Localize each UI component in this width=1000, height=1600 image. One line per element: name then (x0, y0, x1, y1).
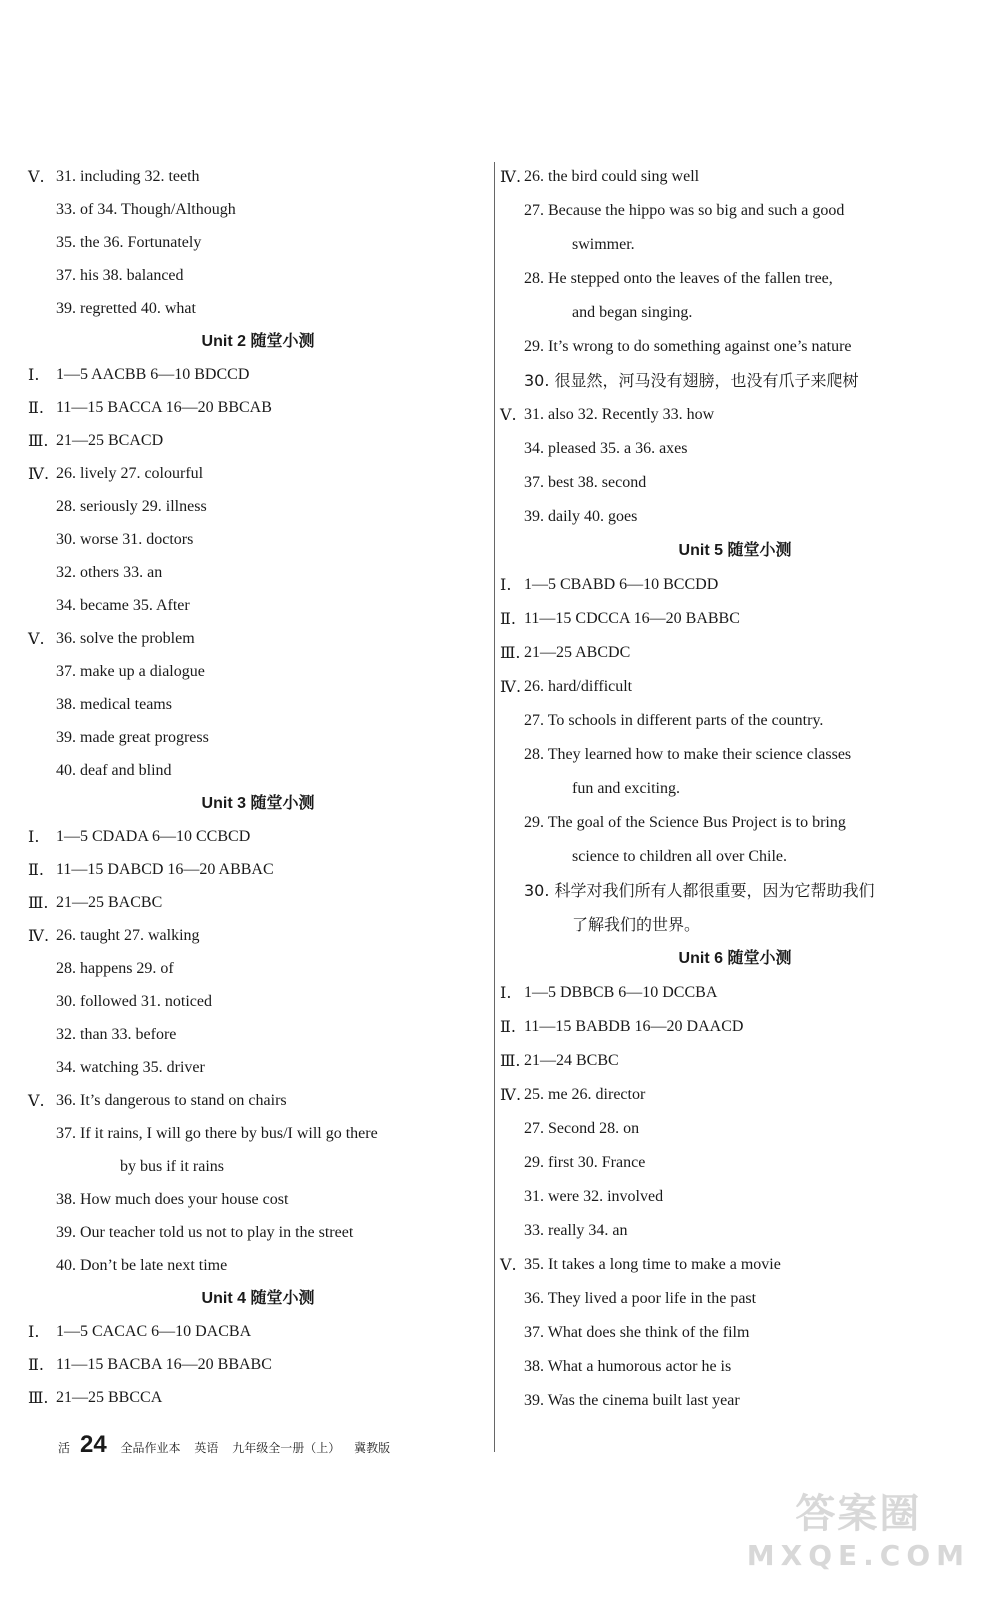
answer-line (28, 556, 488, 589)
answer-line (500, 874, 970, 908)
answer-text: 29. first 30. France (524, 1154, 646, 1171)
answer-text: 26. taught 27. walking (56, 927, 200, 944)
answer-text: 了解我们的世界。 (572, 915, 701, 934)
section-marker: Ⅱ. (28, 398, 44, 417)
answer-text: 29. It’s wrong to do something against one’s nature (524, 338, 852, 355)
answer-line (28, 1117, 488, 1150)
answer-text: 40. Don’t be late next time (56, 1257, 228, 1274)
watermark-logo (747, 1482, 970, 1572)
answer-line (28, 358, 488, 391)
answer-text: 1—5 CDADA 6—10 CCBCD (56, 828, 251, 845)
answer-text: 39. Our teacher told us not to play in the street (56, 1224, 354, 1241)
answer-line (500, 1316, 970, 1350)
answer-line (28, 292, 488, 325)
section-marker: Ⅳ. (500, 677, 522, 696)
unit-2-title: Unit 2 随堂小测 (201, 333, 315, 350)
section-marker: Ⅱ. (500, 609, 516, 628)
answer-text: 27. Second 28. on (524, 1120, 640, 1137)
section-marker: Ⅱ. (28, 860, 44, 879)
answer-line (500, 1248, 970, 1282)
answer-text: 38. What a humorous actor he is (524, 1358, 732, 1375)
footer-prefix: 活 (58, 1441, 71, 1455)
answer-text: 36. It’s dangerous to stand on chairs (56, 1092, 287, 1109)
answer-line (500, 1010, 970, 1044)
section-marker: Ⅰ. (28, 365, 40, 384)
section-marker: Ⅲ. (28, 1388, 49, 1407)
answer-text: 11—15 DABCD 16—20 ABBAC (56, 861, 274, 878)
unit-6-title: Unit 6 随堂小测 (678, 950, 792, 967)
answer-line (500, 636, 970, 670)
answer-line (28, 655, 488, 688)
answer-text: and began singing. (572, 304, 693, 321)
unit-5-title: Unit 5 随堂小测 (678, 542, 792, 559)
answer-text: 40. deaf and blind (56, 762, 172, 779)
section-marker: Ⅴ. (500, 1255, 517, 1274)
answer-line (28, 1150, 488, 1183)
section-marker: Ⅰ. (500, 983, 512, 1002)
answer-line (500, 466, 970, 500)
answer-text: 31. were 32. involved (524, 1188, 664, 1205)
section-marker: Ⅴ. (28, 167, 45, 186)
answer-text: 39. made great progress (56, 729, 209, 746)
answer-line (28, 226, 488, 259)
answer-text: 38. How much does your house cost (56, 1191, 289, 1208)
section-marker: Ⅴ. (28, 629, 45, 648)
answer-line (500, 840, 970, 874)
page-number: 24 (80, 1431, 107, 1458)
answer-line (28, 1018, 488, 1051)
answer-text: 29. The goal of the Science Bus Project is to bring (524, 814, 846, 831)
answer-text: 1—5 CACAC 6—10 DACBA (56, 1323, 252, 1340)
answer-text: 26. lively 27. colourful (56, 465, 204, 482)
answer-line (500, 296, 970, 330)
answer-line (28, 1249, 488, 1282)
answer-text: 21—24 BCBC (524, 1052, 619, 1069)
answer-text: 37. his 38. balanced (56, 267, 184, 284)
answer-line (500, 1214, 970, 1248)
answer-line (28, 424, 488, 457)
answer-text: 28. happens 29. of (56, 960, 174, 977)
answer-line (500, 1180, 970, 1214)
unit-4-title: Unit 4 随堂小测 (201, 1290, 315, 1307)
answer-text: 39. regretted 40. what (56, 300, 196, 317)
answer-line (28, 622, 488, 655)
answer-line (28, 688, 488, 721)
answer-line (500, 1384, 970, 1418)
answer-text: 32. than 33. before (56, 1026, 177, 1043)
answer-text: fun and exciting. (572, 780, 680, 797)
answer-line (28, 160, 488, 193)
answer-line (28, 523, 488, 556)
section-marker: Ⅳ. (28, 464, 50, 483)
answer-line (500, 500, 970, 534)
section-marker: Ⅳ. (500, 1085, 522, 1104)
answer-line (28, 952, 488, 985)
answer-line (28, 1084, 488, 1117)
answer-text: 37. make up a dialogue (56, 663, 205, 680)
section-marker: Ⅲ. (500, 1051, 521, 1070)
section-marker: Ⅳ. (500, 167, 522, 186)
answer-text: 11—15 BACCA 16—20 BBCAB (56, 399, 272, 416)
answer-line (28, 754, 488, 787)
answer-text: 21—25 BACBC (56, 894, 163, 911)
section-marker: Ⅰ. (500, 575, 512, 594)
footer-grade: 九年级全一册（上） (232, 1441, 341, 1455)
left-column (28, 160, 488, 1414)
answer-line (28, 490, 488, 523)
section-marker: Ⅳ. (28, 926, 50, 945)
answer-text: 21—25 ABCDC (524, 644, 631, 661)
answer-text: swimmer. (572, 236, 635, 253)
footer-subject: 英语 (194, 1441, 219, 1455)
answer-line (28, 1216, 488, 1249)
section-marker: Ⅴ. (28, 1091, 45, 1110)
answer-text: 33. really 34. an (524, 1222, 628, 1239)
answer-text: 33. of 34. Though/Although (56, 201, 236, 218)
answer-line (500, 1350, 970, 1384)
answer-line (500, 228, 970, 262)
answer-text: 21—25 BBCCA (56, 1389, 163, 1406)
watermark-bottom: MXQE.COM (746, 1539, 970, 1572)
answer-text: 34. became 35. After (56, 597, 190, 614)
answer-text: 36. solve the problem (56, 630, 195, 647)
answer-line (500, 432, 970, 466)
answer-line (28, 919, 488, 952)
answer-text: 1—5 DBBCB 6—10 DCCBA (524, 984, 718, 1001)
column-divider (494, 162, 495, 1452)
answer-line (500, 1044, 970, 1078)
right-column (500, 160, 970, 1418)
section-marker: Ⅱ. (500, 1017, 516, 1036)
answer-line (500, 398, 970, 432)
answer-line (500, 1078, 970, 1112)
answer-text: 39. Was the cinema built last year (524, 1392, 740, 1409)
footer-book-title: 全品作业本 (120, 1441, 181, 1455)
section-marker: Ⅱ. (28, 1355, 44, 1374)
answer-line (500, 704, 970, 738)
section-marker: Ⅲ. (28, 431, 49, 450)
answer-line (500, 160, 970, 194)
answer-text: 1—5 CBABD 6—10 BCCDD (524, 576, 719, 593)
answer-text: 37. If it rains, I will go there by bus/I will go there (56, 1125, 378, 1142)
answer-line (500, 330, 970, 364)
unit-3-title: Unit 3 随堂小测 (201, 795, 315, 812)
answer-text: 36. They lived a poor life in the past (524, 1290, 757, 1307)
section-marker: Ⅰ. (28, 827, 40, 846)
answer-line (500, 772, 970, 806)
answer-line (500, 738, 970, 772)
answer-text: science to children all over Chile. (572, 848, 788, 865)
answer-line (28, 457, 488, 490)
answer-text: 11—15 CDCCA 16—20 BABBC (524, 610, 740, 627)
answer-text: 39. daily 40. goes (524, 508, 638, 525)
answer-text: 37. What does she think of the film (524, 1324, 750, 1341)
answer-line (28, 820, 488, 853)
answer-text: 27. Because the hippo was so big and such a good (524, 202, 845, 219)
answer-line (28, 391, 488, 424)
answer-text: 26. the bird could sing well (524, 168, 700, 185)
answer-text: 11—15 BACBA 16—20 BBABC (56, 1356, 272, 1373)
answer-text: 31. including 32. teeth (56, 168, 200, 185)
answer-text: 28. seriously 29. illness (56, 498, 207, 515)
answer-text: 21—25 BCACD (56, 432, 164, 449)
answer-line (28, 193, 488, 226)
answer-line (28, 1348, 488, 1381)
answer-text: by bus if it rains (120, 1158, 224, 1175)
page-footer (58, 1430, 400, 1460)
footer-edition: 冀教版 (354, 1441, 391, 1455)
answer-text: 30. worse 31. doctors (56, 531, 194, 548)
answer-text: 32. others 33. an (56, 564, 163, 581)
answer-text: 38. medical teams (56, 696, 172, 713)
answer-text: 27. To schools in different parts of the country. (524, 712, 824, 729)
answer-text: 37. best 38. second (524, 474, 647, 491)
section-marker: Ⅲ. (500, 643, 521, 662)
answer-line (28, 259, 488, 292)
answer-line (500, 602, 970, 636)
answer-line (500, 262, 970, 296)
answer-line (28, 721, 488, 754)
answer-text: 30. 很显然，河马没有翅膀，也没有爪子来爬树 (524, 371, 859, 390)
answer-text: 30. 科学对我们所有人都很重要，因为它帮助我们 (524, 881, 875, 900)
answer-line (28, 589, 488, 622)
answer-text: 28. He stepped onto the leaves of the fallen tree, (524, 270, 833, 287)
answer-line (500, 670, 970, 704)
answer-text: 31. also 32. Recently 33. how (524, 406, 715, 423)
answer-line (500, 194, 970, 228)
answer-text: 11—15 BABDB 16—20 DAACD (524, 1018, 744, 1035)
answer-line (28, 886, 488, 919)
answer-text: 34. watching 35. driver (56, 1059, 205, 1076)
answer-line (28, 1051, 488, 1084)
answer-text: 28. They learned how to make their science classes (524, 746, 852, 763)
answer-line (500, 1112, 970, 1146)
answer-text: 35. It takes a long time to make a movie (524, 1256, 781, 1273)
answer-line (500, 1282, 970, 1316)
answer-text: 30. followed 31. noticed (56, 993, 212, 1010)
answer-line (500, 1146, 970, 1180)
answer-line (28, 1183, 488, 1216)
answer-line (28, 853, 488, 886)
section-marker: Ⅰ. (28, 1322, 40, 1341)
answer-line (500, 568, 970, 602)
answer-text: 26. hard/difficult (524, 678, 633, 695)
answer-text: 34. pleased 35. a 36. axes (524, 440, 688, 457)
answer-line (500, 908, 970, 942)
section-marker: Ⅴ. (500, 405, 517, 424)
watermark-top: 答案圈 (795, 1491, 922, 1537)
answer-text: 1—5 AACBB 6—10 BDCCD (56, 366, 250, 383)
answer-line (500, 976, 970, 1010)
answer-line (28, 985, 488, 1018)
answer-text: 25. me 26. director (524, 1086, 646, 1103)
answer-line (500, 364, 970, 398)
answer-line (28, 1315, 488, 1348)
answer-line (500, 806, 970, 840)
answer-text: 35. the 36. Fortunately (56, 234, 202, 251)
section-marker: Ⅲ. (28, 893, 49, 912)
answer-line (28, 1381, 488, 1414)
